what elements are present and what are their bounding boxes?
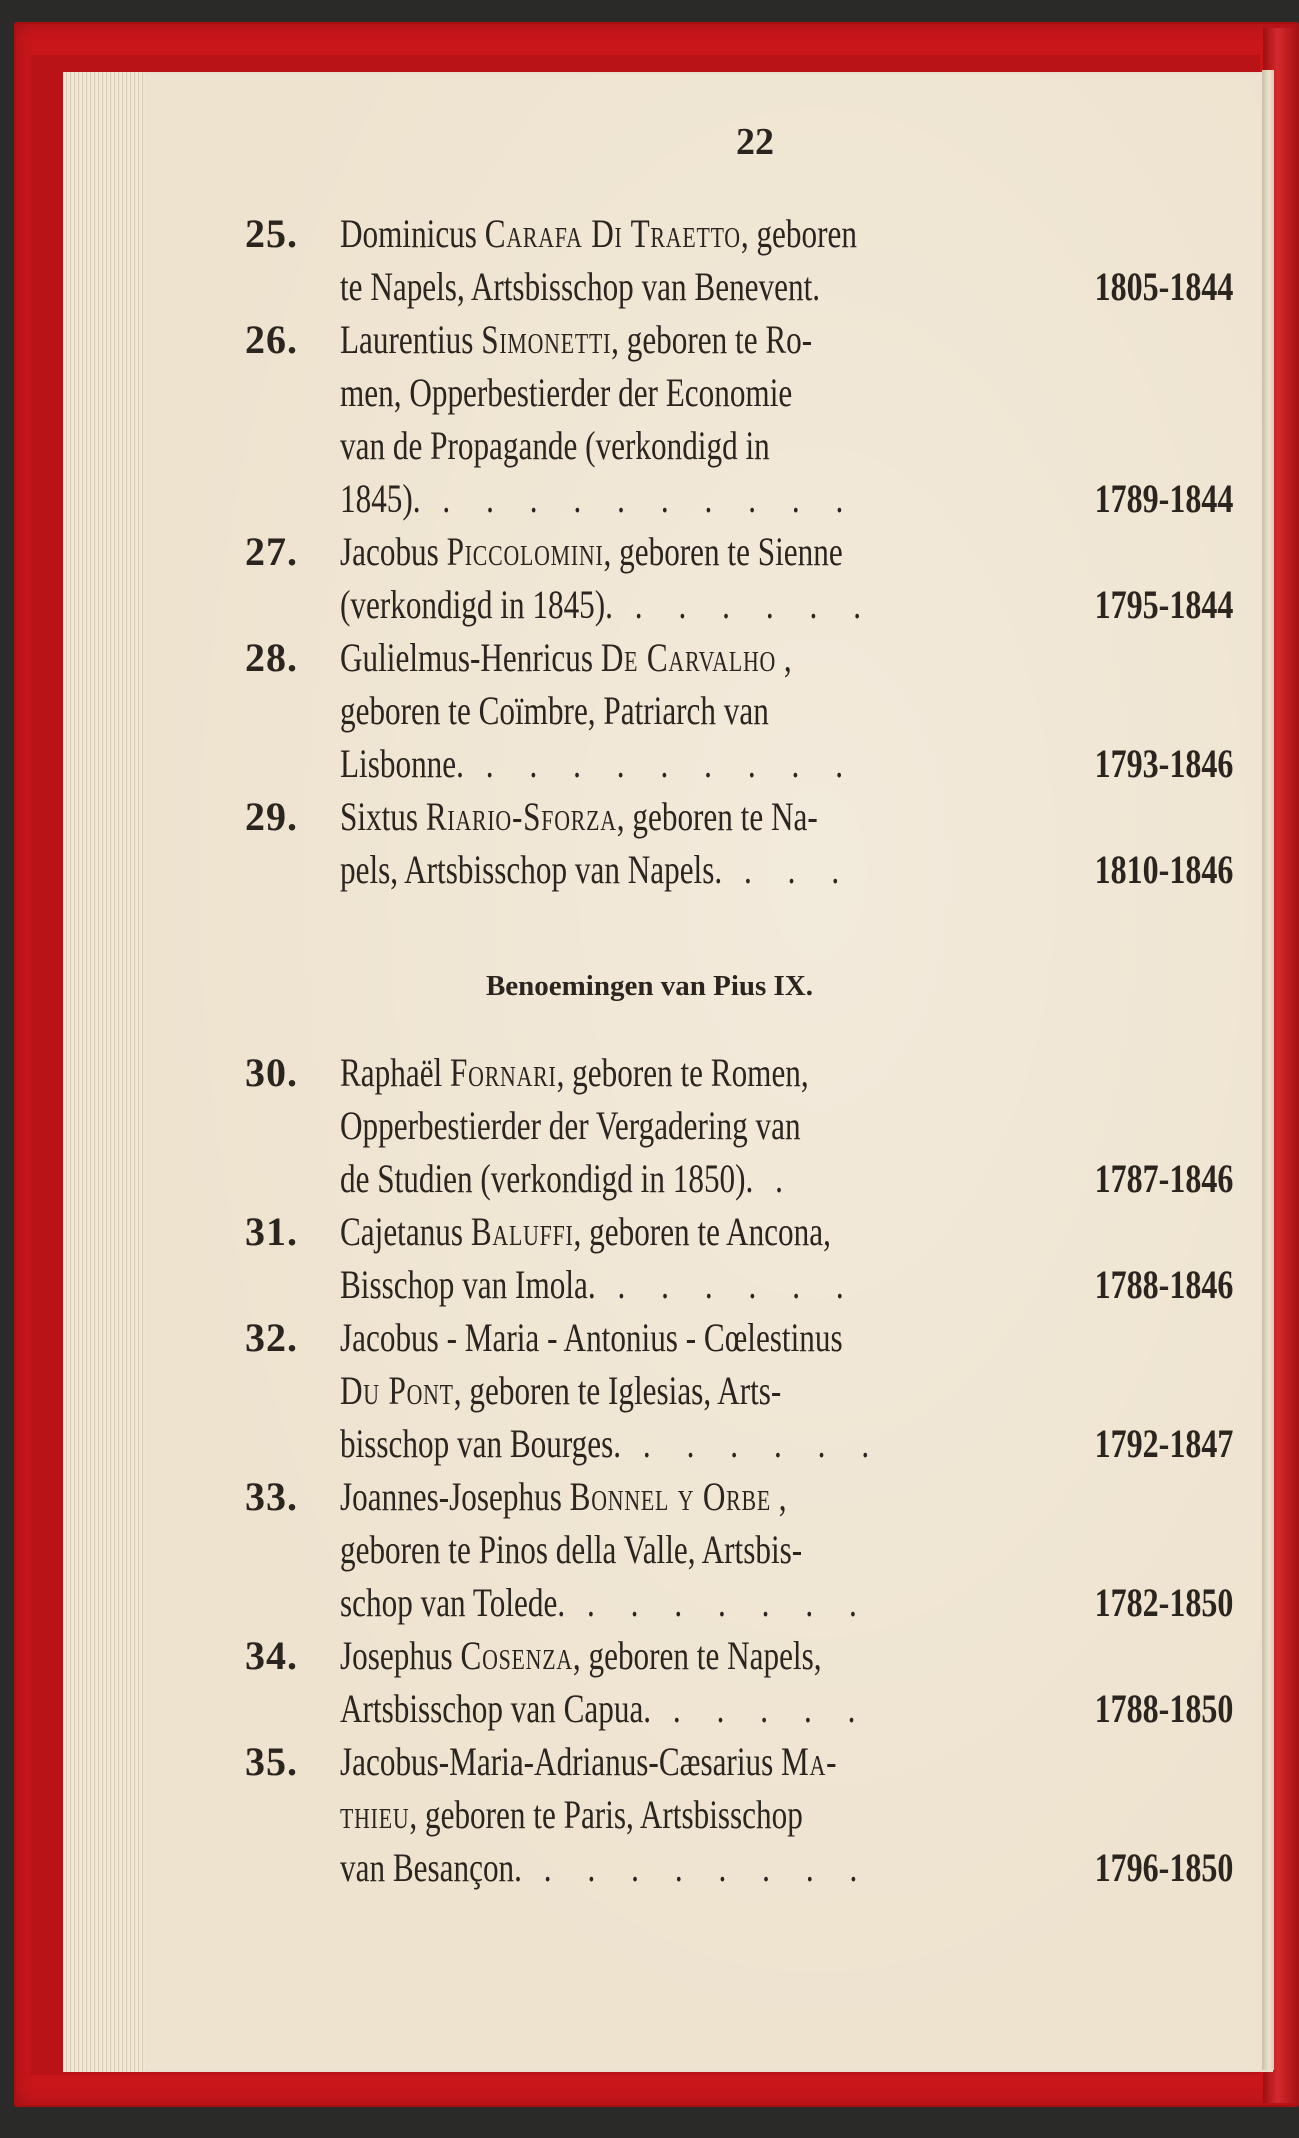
entry-line bbox=[340, 1526, 1038, 1573]
entry-line bbox=[340, 1473, 1038, 1520]
line-text: bisschop van Bourges. bbox=[340, 1421, 622, 1466]
line-text: , geboren te Sienne bbox=[603, 529, 843, 574]
list-entry bbox=[245, 1314, 1245, 1473]
dot-leader: . . . . . bbox=[651, 1686, 870, 1731]
line-text: Bisschop van Imola. bbox=[340, 1262, 596, 1307]
dot-leader: . . . bbox=[722, 847, 854, 892]
entry-years: 1810-1846 bbox=[1094, 847, 1233, 892]
dot-leader: . . . . . . . . . bbox=[463, 741, 858, 786]
line-text: Jacobus - Maria - Antonius - Cœlestinus bbox=[340, 1315, 843, 1360]
surname: thieu bbox=[340, 1792, 410, 1837]
line-text: van Besançon. bbox=[340, 1845, 522, 1890]
entry-number: 27. bbox=[245, 529, 298, 574]
section-heading: Benoemingen van Pius IX. bbox=[485, 970, 814, 1002]
list-entry bbox=[245, 1208, 1245, 1314]
line-text: Sixtus bbox=[340, 794, 426, 839]
entry-line bbox=[340, 263, 1038, 310]
surname: Riario-Sforza bbox=[425, 794, 617, 839]
line-text: schop van Tolede. bbox=[340, 1580, 566, 1625]
entry-number: 34. bbox=[245, 1633, 298, 1678]
entry-line bbox=[340, 846, 1038, 893]
line-text: , geboren te Paris, Artsbisschop bbox=[409, 1792, 803, 1837]
line-text: geboren te Pinos della Valle, Artsbis- bbox=[340, 1527, 803, 1572]
line-text: van de Propagande (verkondigd in bbox=[340, 423, 770, 468]
dot-leader: . . . . . . . . . . bbox=[420, 476, 858, 521]
line-text: , geboren te Napels, bbox=[572, 1633, 822, 1678]
entry-line bbox=[340, 1685, 1038, 1732]
line-text: te Napels, Artsbisschop van Benevent. bbox=[340, 264, 821, 309]
line-text: 1845). bbox=[340, 476, 421, 521]
surname: Cosenza bbox=[460, 1633, 573, 1678]
line-text: , geboren te Na- bbox=[616, 794, 818, 839]
line-text: pels, Artsbisschop van Napels. bbox=[340, 847, 723, 892]
entry-number: 29. bbox=[245, 794, 298, 839]
dot-leader: . . . . . . bbox=[595, 1262, 858, 1307]
entry-line bbox=[340, 1261, 1038, 1308]
entry-years: 1795-1844 bbox=[1094, 582, 1233, 627]
entry-number: 33. bbox=[245, 1474, 298, 1519]
entry-line bbox=[340, 1367, 1038, 1414]
entry-line bbox=[340, 369, 1038, 416]
line-text: Dominicus bbox=[340, 211, 485, 256]
list-entry bbox=[245, 1632, 1245, 1738]
list-entry bbox=[245, 793, 1245, 899]
surname: Bonnel y Orbe bbox=[569, 1474, 771, 1519]
entry-line bbox=[340, 581, 1038, 628]
dot-leader: . bbox=[753, 1156, 798, 1201]
entry-number: 35. bbox=[245, 1739, 298, 1784]
entry-years: 1788-1850 bbox=[1094, 1686, 1233, 1731]
entry-line bbox=[340, 687, 1038, 734]
list-entry bbox=[245, 634, 1245, 793]
entry-line bbox=[340, 316, 1038, 363]
line-text: geboren te Coïmbre, Patriarch van bbox=[340, 688, 769, 733]
entry-years: 1805-1844 bbox=[1094, 264, 1233, 309]
entry-number: 26. bbox=[245, 317, 298, 362]
entry-line bbox=[340, 740, 1038, 787]
entry-years: 1796-1850 bbox=[1094, 1845, 1233, 1890]
entry-line bbox=[340, 475, 1038, 522]
dot-leader: . . . . . . bbox=[612, 582, 876, 627]
line-text: , geboren te Ro- bbox=[611, 317, 813, 362]
entry-line bbox=[340, 1632, 1038, 1679]
line-text: Opperbestierder der Vergadering van bbox=[340, 1103, 801, 1148]
entry-line bbox=[340, 1420, 1038, 1467]
entry-line bbox=[340, 1049, 1038, 1096]
surname: Baluffi bbox=[470, 1209, 574, 1254]
list-entry bbox=[245, 316, 1245, 528]
line-text: Laurentius bbox=[340, 317, 482, 362]
line-text: , bbox=[776, 635, 792, 680]
dot-leader: . . . . . . . bbox=[565, 1580, 871, 1625]
entry-years: 1793-1846 bbox=[1094, 741, 1233, 786]
entry-line bbox=[340, 1844, 1038, 1891]
entry-number: 25. bbox=[245, 211, 298, 256]
list-entry bbox=[245, 1049, 1245, 1208]
entry-line bbox=[340, 422, 1038, 469]
entry-years: 1782-1850 bbox=[1094, 1580, 1233, 1625]
page-number: 22 bbox=[736, 121, 774, 163]
line-text: de Studien (verkondigd in 1850). bbox=[340, 1156, 754, 1201]
line-text: , geboren te Iglesias, Arts- bbox=[453, 1368, 782, 1413]
line-text: Jacobus-Maria-Adrianus-Cæsarius bbox=[340, 1739, 782, 1784]
entry-years: 1789-1844 bbox=[1094, 476, 1233, 521]
line-text: Cajetanus bbox=[340, 1209, 471, 1254]
list-entry bbox=[245, 1473, 1245, 1632]
line-text: , geboren te Romen, bbox=[556, 1050, 809, 1095]
entry-line bbox=[340, 1155, 1038, 1202]
list-entry bbox=[245, 210, 1245, 316]
entry-line bbox=[340, 1208, 1038, 1255]
line-text: Jacobus bbox=[340, 529, 447, 574]
line-text: Josephus bbox=[340, 1633, 461, 1678]
line-text: , geboren te Ancona, bbox=[573, 1209, 831, 1254]
surname: Simonetti bbox=[481, 317, 612, 362]
entry-number: 32. bbox=[245, 1315, 298, 1360]
entry-line bbox=[340, 1738, 1038, 1785]
line-text: Raphaël bbox=[340, 1050, 451, 1095]
dot-leader: . . . . . . bbox=[621, 1421, 884, 1466]
surname: Carafa Di Traetto bbox=[484, 211, 741, 256]
entry-years: 1788-1846 bbox=[1094, 1262, 1233, 1307]
entry-line bbox=[340, 1314, 1038, 1361]
line-text: (verkondigd in 1845). bbox=[340, 582, 613, 627]
line-text: , geboren bbox=[740, 211, 857, 256]
page-edges bbox=[63, 72, 145, 2072]
entry-number: 30. bbox=[245, 1050, 298, 1095]
entry-line bbox=[340, 210, 1038, 257]
entry-line bbox=[340, 634, 1038, 681]
entry-line bbox=[340, 528, 1038, 575]
line-text: Gulielmus-Henricus bbox=[340, 635, 601, 680]
entry-line bbox=[340, 1102, 1038, 1149]
line-text: men, Opperbestierder der Economie bbox=[340, 370, 793, 415]
dot-leader: . . . . . . . . bbox=[521, 1845, 872, 1890]
line-text: Lisbonne. bbox=[340, 741, 464, 786]
entry-number: 28. bbox=[245, 635, 298, 680]
line-text: , bbox=[770, 1474, 787, 1519]
surname: Du Pont bbox=[340, 1368, 454, 1413]
entry-years: 1792-1847 bbox=[1094, 1421, 1233, 1466]
list-entry bbox=[245, 1738, 1245, 1897]
surname: De Carvalho bbox=[600, 635, 777, 680]
line-text: Joannes-Josephus bbox=[340, 1474, 570, 1519]
surname: Ma- bbox=[781, 1739, 838, 1784]
entry-line bbox=[340, 1791, 1038, 1838]
entry-line bbox=[340, 793, 1038, 840]
page-gutter bbox=[1262, 70, 1274, 2070]
entry-line bbox=[340, 1579, 1038, 1626]
entry-years: 1787-1846 bbox=[1094, 1156, 1233, 1201]
line-text: Artsbisschop van Capua. bbox=[340, 1686, 652, 1731]
list-entry bbox=[245, 528, 1245, 634]
surname: Piccolomini bbox=[446, 529, 604, 574]
surname: Fornari bbox=[450, 1050, 557, 1095]
entry-number: 31. bbox=[245, 1209, 298, 1254]
